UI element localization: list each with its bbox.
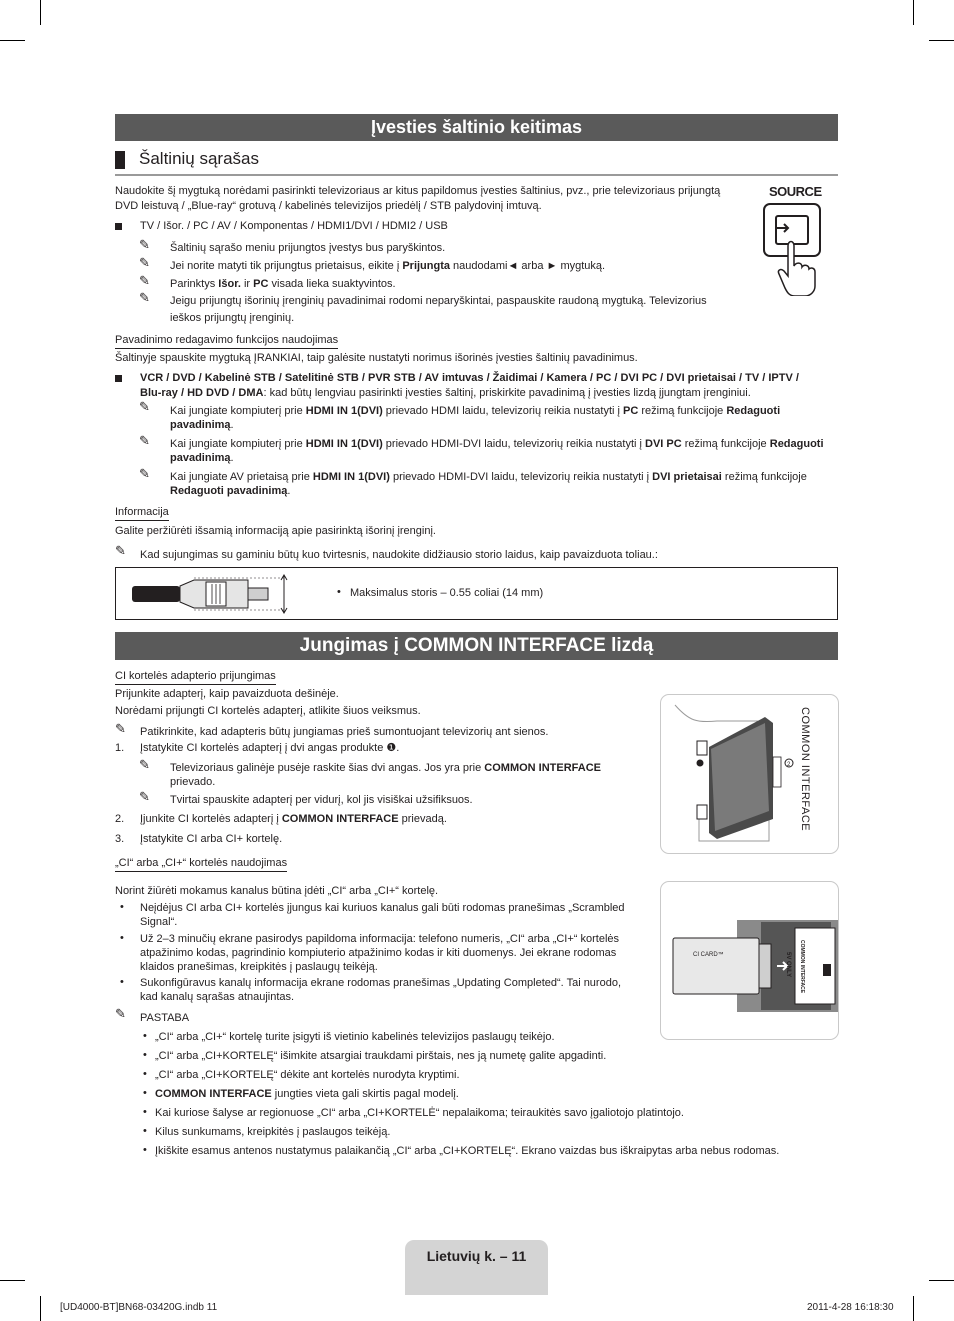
- source-list: TV / Išor. / PC / AV / Komponentas / HDMI1/DVI / HDMI2 / USB: [140, 220, 448, 232]
- step-1-note-2: Tvirtai spauskite adapterį per vidurį, kol jis visiškai užsifiksuos.: [170, 794, 473, 806]
- ci-bullet-1-cont: Signal“.: [140, 916, 178, 928]
- note-item: COMMON INTERFACE jungties vieta gali skirtis pagal modelį.: [155, 1088, 459, 1100]
- note-text: ieškos prijungtų įrenginių.: [170, 312, 295, 324]
- ci-bullet-1: Neįdėjus CI arba CI+ kortelės įjungus kai kuriuos kanalus gali būti rodomas pranešimas „Scrambled: [140, 902, 625, 914]
- note-item: Kilus sunkumams, kreipkitės į paslaugos teikėją.: [155, 1126, 391, 1138]
- bullet-dot: •: [143, 1144, 147, 1156]
- ci-bullet-3: Sukonfigūravus kanalų informacija ekrane rodomas pranešimas „Updating Completed“. Tai nurodo,: [140, 977, 621, 989]
- step-2: Įjunkite CI kortelės adapterį į COMMON INTERFACE prievadą.: [140, 813, 447, 825]
- bullet-dot: •: [120, 932, 124, 944]
- ci-adapter-figure: [660, 694, 839, 854]
- step-1-note-1-cont: prievado.: [170, 776, 216, 788]
- device-list: VCR / DVD / Kabelinė STB / Satelitinė STB / PVR STB / AV imtuvas / Žaidimai / Kamera / PC / DVI PC / DVI prietaisai / TV / IPTV /: [140, 372, 799, 384]
- ci-bullet-2: Už 2–3 minučių ekrane pasirodys papildoma informacija: telefono numeris, „CI“ arba „CI+“ kortelės: [140, 933, 620, 945]
- source-label: SOURCE: [769, 184, 822, 199]
- bullet-dot: •: [143, 1106, 147, 1118]
- ci-card-illustration: [661, 882, 838, 1039]
- note-item: Kai kuriose šalyse ar regionuose „CI“ arba „CI+KORTELĖ“ nepalaikoma; teiraukitės savo įgaliotojo platintojo.: [155, 1107, 684, 1119]
- bullet-dot: •: [143, 1030, 147, 1042]
- adapter-heading: CI kortelės adapterio prijungimas: [115, 669, 276, 685]
- note-item: „CI“ arba „CI+KORTELĘ“ išimkite atsargiai traukdami pirštais, nes ją numetę galite apgadinti.: [155, 1050, 607, 1062]
- intro-line-1: Naudokite šį mygtuką norėdami pasirinkti televizoriaus ar kitus papildomus įvesties šaltinius, pvz., prie televizoriaus prijungtą: [115, 185, 721, 197]
- note-pencil-icon: ✎: [139, 789, 150, 804]
- common-interface-label: COMMON INTERFACE: [799, 707, 811, 832]
- info-text: Galite peržiūrėti išsamią informaciją apie pasirinktą išorinį įrenginį.: [115, 525, 436, 537]
- note-text: Kai jungiate AV prietaisą prie HDMI IN 1(DVI) prievado HDMI-DVI laidu, televizorių reikia nustatyti į DVI prietaisai režimą funkcijoje: [170, 471, 807, 483]
- note-pencil-icon: ✎: [115, 543, 126, 558]
- crop-mark: [913, 0, 914, 25]
- section-title-common-interface: Jungimas į COMMON INTERFACE lizdą: [115, 632, 838, 660]
- note-pencil-icon: ✎: [139, 757, 150, 772]
- note-pencil-icon: ✎: [115, 721, 126, 736]
- note-pencil-icon: ✎: [139, 433, 150, 448]
- ci-bullet-2-cont: klaidos pranešimas, kreipkitės į paslaugų teikėją.: [140, 961, 378, 973]
- note-text: Kai jungiate kompiuterį prie HDMI IN 1(DVI) prievado HDMI laidu, televizorių reikia nustatyti į PC režimą funkcijoje Redaguoti: [170, 405, 781, 417]
- ci-bullet-2-cont: atpažinimo kodas, pagrindinio kompiuterio atpažinimo kodas ir kiti duomenys. Jei ekrane rodomas: [140, 947, 617, 959]
- bullet-dot: •: [120, 901, 124, 913]
- note-pencil-icon: ✎: [139, 255, 150, 270]
- step-1-note-1: Televizoriaus galinėje pusėje raskite šias dvi angas. Jos yra prie COMMON INTERFACE: [170, 762, 602, 774]
- print-date: 2011-4-28 16:18:30: [807, 1302, 894, 1313]
- file-info: [UD4000-BT]BN68-03420G.indb 11: [60, 1302, 218, 1313]
- bullet-dot: •: [143, 1125, 147, 1137]
- note-pencil-icon: ✎: [139, 466, 150, 481]
- slot-voltage-label: 5V ONLY: [785, 952, 791, 978]
- bullet-dot: •: [120, 976, 124, 988]
- source-button-icon: [762, 200, 826, 296]
- crop-mark: [0, 1280, 25, 1281]
- ci-bullet-3-cont: kad kanalų sąrašas atnaujintas.: [140, 991, 295, 1003]
- bullet-dot: •: [143, 1068, 147, 1080]
- page-number: Lietuvių k. – 11: [426, 1248, 527, 1264]
- subsection-marker: [115, 151, 125, 169]
- note-text: Redaguoti pavadinimą.: [170, 485, 291, 497]
- note-item: Įkiškite esamus antenos nustatymus palaikančią „CI“ arba „CI+KORTELĘ“. Ekrano vaizdas bus iškraipytas arba nebus rodomas.: [155, 1145, 780, 1157]
- note-item: „CI“ arba „CI+KORTELĘ“ dėkite ant kortelės nurodyta kryptimi.: [155, 1069, 460, 1081]
- ci-card-label: CI CARD™: [693, 952, 724, 958]
- note-text: pavadinimą.: [170, 452, 234, 464]
- ci-adapter-illustration: [669, 701, 799, 847]
- subsection-title: Šaltinių sąrašas: [139, 149, 260, 168]
- cable-figure-box: [115, 567, 838, 620]
- bullet-dot: •: [143, 1049, 147, 1061]
- info-heading: Informacija: [115, 505, 169, 521]
- slot-label: COMMON INTERFACE: [799, 940, 805, 994]
- bullet-square: [115, 223, 122, 230]
- adapter-note: Patikrinkite, kad adapteris būtų jungiamas prieš sumontuojant televizorių ant sienos.: [140, 726, 549, 738]
- step-3: Įstatykite CI arba CI+ kortelę.: [140, 833, 283, 845]
- adapter-line-2: Norėdami prijungti CI kortelės adapterį, atlikite šiuos veiksmus.: [115, 705, 421, 717]
- note-pencil-icon: ✎: [115, 1006, 126, 1021]
- bullet-dot: •: [337, 586, 341, 598]
- bullet-dot: •: [143, 1087, 147, 1099]
- note-pencil-icon: ✎: [139, 399, 150, 414]
- ci-card-figure: [660, 881, 839, 1040]
- bullet-square: [115, 375, 122, 382]
- note-pencil-icon: ✎: [139, 237, 150, 252]
- note-text: Jei norite matyti tik prijungtus prietaisus, eikite į Prijungta naudodami◄ arba ► mygtuką.: [170, 260, 606, 272]
- crop-mark: [0, 40, 25, 41]
- cable-note: Kad sujungimas su gaminiu būtų kuo tvirtesnis, naudokite didžiausio storio laidus, kaip pavaizduota toliau.:: [140, 549, 658, 561]
- subsection-header: [115, 148, 838, 176]
- note-text: Jeigu prijungtų išorinių įrenginių pavadinimai rodomi neparyškintai, paspauskite raudoną mygtuką. Televizorius: [170, 295, 707, 307]
- edit-name-text: Šaltinyje spauskite mygtuką ĮRANKIAI, taip galėsite nustatyti norimus išorinės įvesties šaltinių pavadinimus.: [115, 352, 638, 364]
- svg-text:2: 2: [787, 762, 791, 768]
- note-text: pavadinimą.: [170, 419, 234, 431]
- note-item: „CI“ arba „CI+“ kortelę turite įsigyti iš vietinio kabelinės televizijos paslaugų teikėjo.: [155, 1031, 555, 1043]
- crop-mark: [929, 1280, 954, 1281]
- note-text: Parinktys Išor. ir PC visada lieka suaktyvintos.: [170, 278, 396, 290]
- crop-mark: [40, 1296, 41, 1321]
- page-number-tab: [405, 1240, 548, 1295]
- edit-name-heading: Pavadinimo redagavimo funkcijos naudojimas: [115, 333, 338, 349]
- ci-usage-heading: „CI“ arba „CI+“ kortelės naudojimas: [115, 856, 287, 872]
- crop-mark: [929, 40, 954, 41]
- step-number: 3.: [115, 833, 125, 845]
- note-heading: PASTABA: [140, 1012, 190, 1024]
- device-list-cont: Blu-ray / HD DVD / DMA: kad būtų lengviau pasirinkti įvesties šaltinį, priskirkite pavadinimą į įvesties lizdą įjungtam įrenginiui.: [140, 387, 751, 399]
- note-text: Šaltinių sąrašo meniu prijungtos įvestys bus paryškintos.: [170, 242, 446, 254]
- note-pencil-icon: ✎: [139, 290, 150, 305]
- step-1: Įstatykite CI kortelės adapterį į dvi angas produkte ❶.: [140, 742, 400, 754]
- intro-line-2: DVD leistuvą / „Blue-ray“ grotuvą / kabelinės televizijos priedėlį / STB palydovinį imtuvą.: [115, 200, 542, 212]
- ci-intro: Norint žiūrėti mokamus kanalus būtina įdėti „CI“ arba „CI+“ kortelę.: [115, 885, 439, 897]
- note-pencil-icon: ✎: [139, 273, 150, 288]
- section-title-input-source: Įvesties šaltinio keitimas: [115, 114, 838, 141]
- cable-plug-icon: [130, 574, 300, 614]
- cable-spec: Maksimalus storis – 0.55 coliai (14 mm): [350, 587, 544, 599]
- crop-mark: [913, 1296, 914, 1321]
- adapter-line-1: Prijunkite adapterį, kaip pavaizduota dešinėje.: [115, 688, 339, 700]
- step-number: 2.: [115, 813, 125, 825]
- crop-mark: [40, 0, 41, 25]
- note-text: Kai jungiate kompiuterį prie HDMI IN 1(DVI) prievado HDMI-DVI laidu, televizorių reikia nustatyti į DVI PC režimą funkcijoje Redaguoti: [170, 438, 824, 450]
- step-number: 1.: [115, 742, 125, 754]
